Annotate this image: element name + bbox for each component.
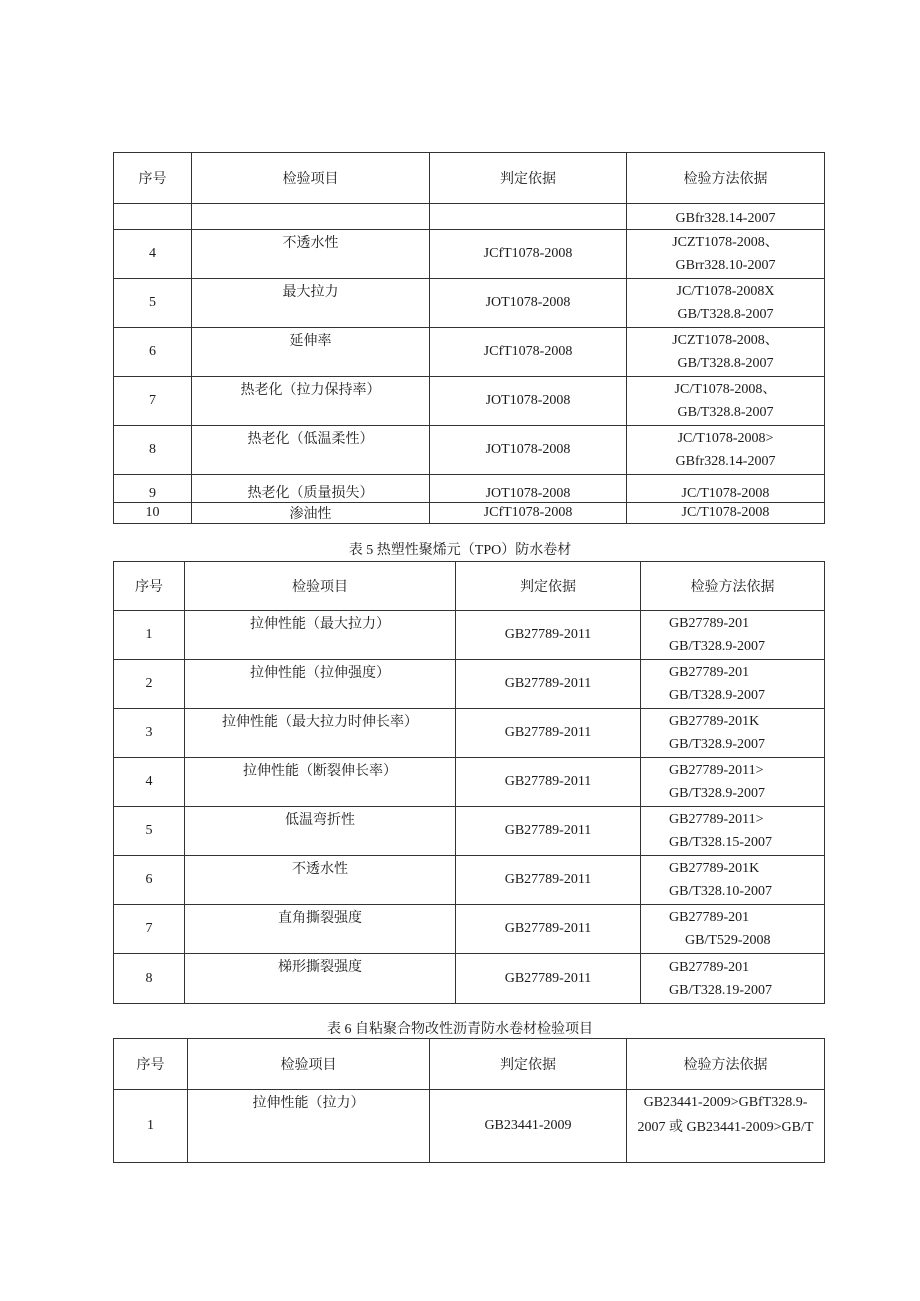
row-no: 7: [114, 377, 192, 426]
table-row: [114, 905, 825, 954]
method-line-2: 2007 或 GB23441-2009>GB/T: [637, 1120, 814, 1135]
method-line-1: GB27789-201K: [669, 714, 760, 729]
table-row: [114, 758, 825, 807]
method-line-2: GBfr328.14-2007: [675, 211, 776, 226]
row-no: [114, 204, 192, 230]
table-row: [114, 204, 825, 230]
item-label: 不透水性: [282, 236, 339, 251]
item-label: 拉伸性能（拉力）: [252, 1096, 365, 1111]
row-basis: GB27789-2011: [456, 611, 641, 660]
header-basis: 判定依据: [430, 1039, 627, 1090]
table-header-row: [114, 153, 825, 204]
row-basis: JCfT1078-2008: [430, 328, 627, 377]
method-line-1: JC/T1078-2008X: [676, 284, 775, 299]
row-method: JC/T1078-2008: [627, 475, 825, 503]
item-label: 热老化（低温柔性）: [247, 432, 374, 447]
row-method: [641, 660, 825, 709]
row-method: [627, 377, 825, 426]
row-basis: JOT1078-2008: [430, 426, 627, 475]
row-no: 6: [114, 328, 192, 377]
method-line-2: GB/T529-2008: [685, 933, 771, 948]
item-label: 拉伸性能（最大拉力）: [250, 617, 390, 632]
table-6: [113, 1038, 825, 1163]
row-no: 4: [114, 758, 185, 807]
row-method: [641, 905, 825, 954]
row-no: 10: [114, 503, 192, 524]
item-label: 梯形撕裂强度: [278, 960, 362, 975]
row-basis: JOT1078-2008: [430, 377, 627, 426]
item-label: 延伸率: [289, 334, 332, 349]
row-item: [185, 905, 456, 954]
row-basis: JCfT1078-2008: [430, 503, 627, 524]
header-no: 序号: [114, 562, 185, 611]
item-label: 低温弯折性: [285, 813, 355, 828]
method-line-1: JCZT1078-2008、: [672, 333, 779, 348]
header-no: 序号: [114, 153, 192, 204]
header-method: 检验方法依据: [627, 1039, 825, 1090]
header-item: 检验项目: [192, 153, 430, 204]
method-line-1: GB23441-2009>GBfT328.9-: [643, 1095, 808, 1110]
row-method: [627, 328, 825, 377]
table-row: [114, 279, 825, 328]
method-line-1: GB27789-201K: [669, 861, 760, 876]
row-basis: GB27789-2011: [456, 954, 641, 1004]
row-no: 1: [114, 1090, 188, 1163]
row-item: [185, 856, 456, 905]
table-4: [113, 152, 825, 524]
row-method: [641, 807, 825, 856]
row-method: [627, 1090, 825, 1163]
table-row: [114, 954, 825, 1004]
table-row: [114, 230, 825, 279]
table-row: [114, 503, 825, 524]
method-line-2: GB/T328.9-2007: [669, 639, 766, 654]
row-method: [641, 954, 825, 1004]
row-method: [641, 856, 825, 905]
row-basis: GB27789-2011: [456, 660, 641, 709]
row-basis: GB27789-2011: [456, 856, 641, 905]
row-basis: JOT1078-2008: [430, 279, 627, 328]
row-no: 5: [114, 807, 185, 856]
row-method: [627, 230, 825, 279]
header-basis: 判定依据: [430, 153, 627, 204]
row-item: [185, 611, 456, 660]
row-method: [641, 709, 825, 758]
method-line-2: GB/T328.8-2007: [677, 307, 774, 322]
table-header-row: [114, 562, 825, 611]
row-method: [641, 758, 825, 807]
header-no: 序号: [114, 1039, 188, 1090]
method-line-2: GB/T328.8-2007: [677, 356, 774, 371]
method-line-2: GB/T328.9-2007: [669, 688, 766, 703]
table-header-row: [114, 1039, 825, 1090]
row-basis: JCfT1078-2008: [430, 230, 627, 279]
row-item: 渗油性: [192, 503, 430, 524]
header-item: 检验项目: [188, 1039, 430, 1090]
row-basis: JOT1078-2008: [430, 475, 627, 503]
table-row: [114, 807, 825, 856]
method-line-2: GB/T328.8-2007: [677, 405, 774, 420]
header-method: 检验方法依据: [641, 562, 825, 611]
method-line-1: JC/T1078-2008、: [674, 382, 777, 397]
row-no: 6: [114, 856, 185, 905]
method-line-1: GB27789-201: [669, 959, 750, 975]
method-line-1: GB27789-2011>: [669, 763, 764, 778]
row-no: 2: [114, 660, 185, 709]
item-label: 最大拉力: [282, 285, 339, 300]
row-method: [627, 279, 825, 328]
method-line-1: GB27789-201: [669, 665, 750, 680]
row-item: [185, 954, 456, 1004]
method-line-2: GBfr328.14-2007: [675, 454, 776, 469]
row-item: [185, 709, 456, 758]
table-row: [114, 709, 825, 758]
row-method: [627, 204, 825, 230]
method-line-1: JC/T1078-2008>: [677, 431, 774, 446]
table-row: [114, 611, 825, 660]
row-method: [627, 426, 825, 475]
row-basis: GB23441-2009: [430, 1090, 627, 1163]
table-row: [114, 660, 825, 709]
table-row: [114, 377, 825, 426]
row-item: [192, 377, 430, 426]
row-item: [192, 426, 430, 475]
row-no: 7: [114, 905, 185, 954]
row-no: 8: [114, 954, 185, 1004]
row-item: [185, 660, 456, 709]
method-line-2: GB/T328.19-2007: [669, 982, 773, 998]
row-method: JC/T1078-2008: [627, 503, 825, 524]
table-row: [114, 328, 825, 377]
row-no: 5: [114, 279, 192, 328]
header-method: 检验方法依据: [627, 153, 825, 204]
row-item: [185, 758, 456, 807]
table-6-caption: 表 6 自粘聚合物改性沥青防水卷材检验项目: [327, 1022, 593, 1037]
row-item: 热老化（质量损失）: [192, 475, 430, 503]
header-item: 检验项目: [185, 562, 456, 611]
row-no: 4: [114, 230, 192, 279]
row-item: [192, 230, 430, 279]
table-row: [114, 1090, 825, 1163]
table-row: [114, 426, 825, 475]
method-line-2: GB/T328.9-2007: [669, 786, 766, 801]
table-5: [113, 561, 825, 1004]
table-row: [114, 475, 825, 503]
method-line-1: GB27789-2011>: [669, 812, 764, 827]
row-item: [185, 807, 456, 856]
method-line-1: GB27789-201: [669, 910, 750, 925]
method-line-1: GB27789-201: [669, 616, 750, 631]
row-item: [188, 1090, 430, 1163]
item-label: 直角撕裂强度: [278, 911, 362, 926]
method-line-2: GB/T328.15-2007: [669, 835, 773, 850]
item-label: 拉伸性能（断裂伸长率）: [243, 764, 397, 779]
row-item: [192, 204, 430, 230]
header-basis: 判定依据: [456, 562, 641, 611]
item-label: 不透水性: [292, 862, 348, 877]
row-basis: GB27789-2011: [456, 758, 641, 807]
row-no: 9: [114, 475, 192, 503]
row-item: [192, 328, 430, 377]
row-no: 1: [114, 611, 185, 660]
row-basis: GB27789-2011: [456, 709, 641, 758]
item-label: 热老化（拉力保持率）: [240, 383, 381, 398]
row-method: [641, 611, 825, 660]
table-row: [114, 856, 825, 905]
method-line-2: GB/T328.9-2007: [669, 737, 766, 752]
method-line-2: GBrr328.10-2007: [675, 258, 776, 273]
row-basis: [430, 204, 627, 230]
row-no: 3: [114, 709, 185, 758]
row-item: [192, 279, 430, 328]
row-basis: GB27789-2011: [456, 807, 641, 856]
method-line-2: GB/T328.10-2007: [669, 884, 773, 899]
item-label: 拉伸性能（最大拉力时伸长率）: [222, 715, 418, 730]
row-no: 8: [114, 426, 192, 475]
table-5-caption: 表 5 热塑性聚烯元（TPO）防水卷材: [348, 543, 572, 558]
row-basis: GB27789-2011: [456, 905, 641, 954]
method-line-1: JCZT1078-2008、: [672, 235, 779, 250]
item-label: 拉伸性能（拉伸强度）: [250, 666, 390, 681]
